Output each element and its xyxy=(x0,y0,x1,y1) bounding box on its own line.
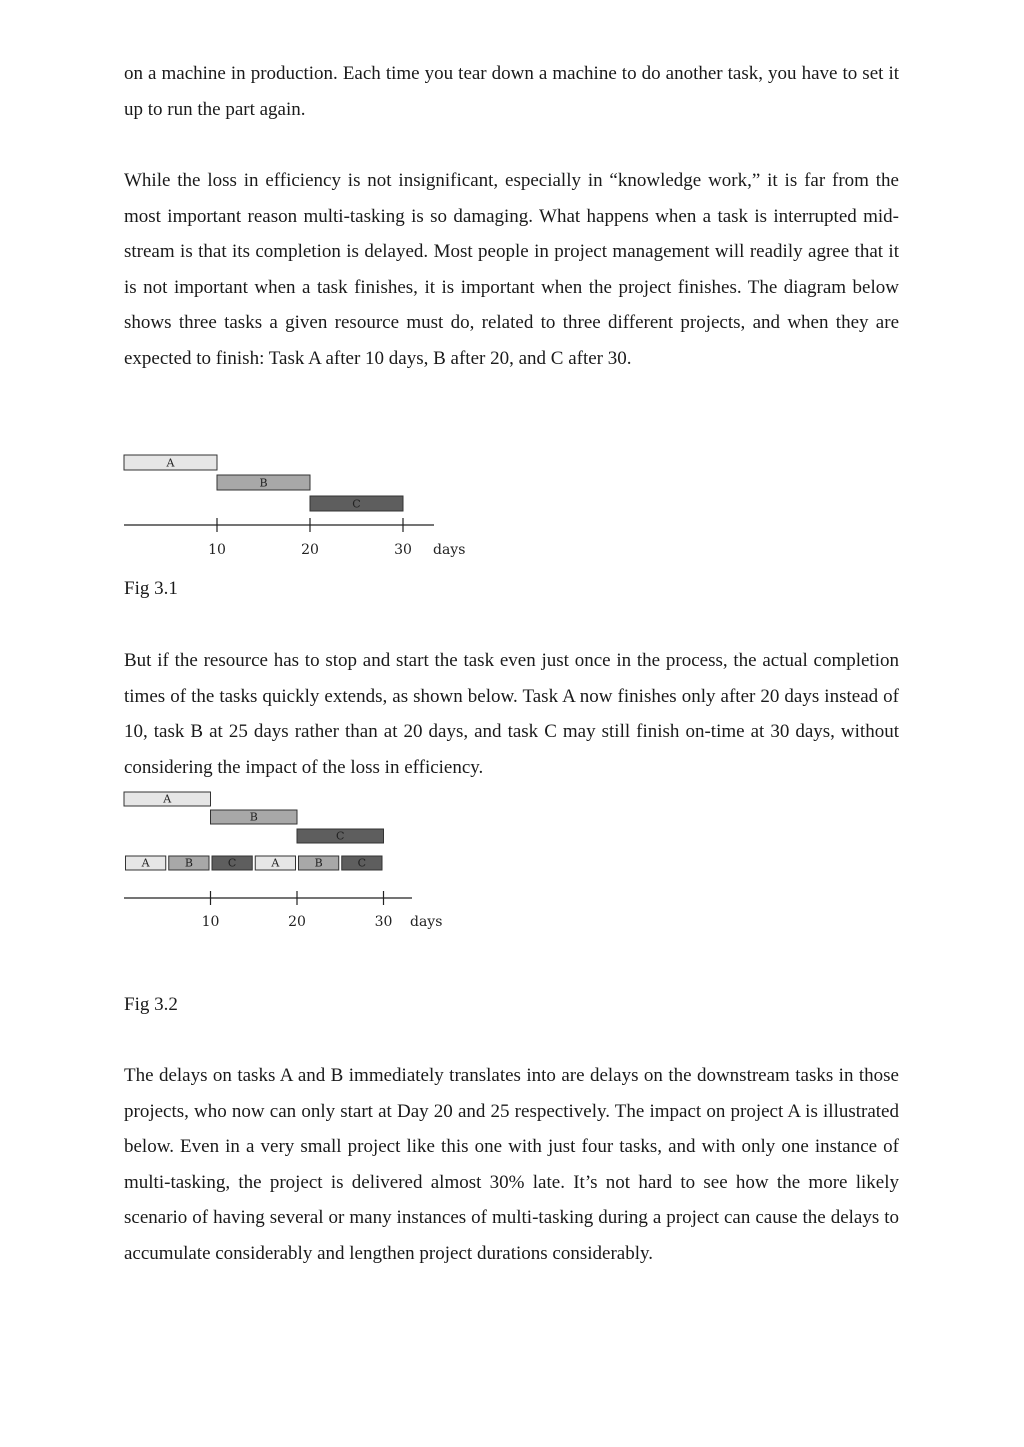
gantt-bar-label: C xyxy=(357,856,367,870)
paragraph-2: While the loss in efficiency is not insignificant, especially in “knowledge work,” it is far from the most important reason multi-tasking is so damaging. What happens when a task is interrupted mid-stream is that its completion is delayed. Most people in project management will readily agree that it is not important when a task finishes, it is important when the project finishes. The diagram below shows three tasks a given resource must do, related to three different projects, and when they are expected to finish: Task A after 10 days, B after 20, and C after 30. xyxy=(124,170,899,369)
axis-unit-label: days xyxy=(433,542,466,558)
gantt-bar-label: B xyxy=(314,856,323,870)
axis-tick-label: 10 xyxy=(201,914,220,930)
gantt-bar-label: B xyxy=(259,476,268,490)
gantt-bar-label: B xyxy=(249,810,258,824)
gantt-bar-label: A xyxy=(271,856,280,870)
axis-tick-label: 20 xyxy=(301,542,319,558)
gantt-bar-label: C xyxy=(352,497,361,511)
gantt-bar-label: A xyxy=(141,856,150,870)
axis-unit-label: days xyxy=(410,914,443,930)
paragraph-4: The delays on tasks A and B immediately translates into are delays on the downstream tasks in those projects, who now can only start at Day 20 and 25 respectively. The impact on project A is illustrated below. Even in a very small project like this one with just four tasks, and with only one instance of multi-tasking, the project is delivered almost 30% late. It’s not hard to see how the more likely scenario of having several or many instances of multi-tasking during a project can cause the delays to accumulate considerably and lengthen project durations considerably. xyxy=(124,1065,899,1264)
gantt-bar-label: A xyxy=(166,456,175,470)
axis-tick-label: 20 xyxy=(288,914,306,930)
axis-tick-label: 30 xyxy=(374,914,393,930)
gantt-bar-label: C xyxy=(336,829,345,843)
gantt-bar-label: A xyxy=(163,792,172,806)
gantt-bar-label: B xyxy=(184,856,193,870)
gantt-bar-label: C xyxy=(227,856,237,870)
paragraph-3: But if the resource has to stop and start the task even just once in the process, the actual completion times of the tasks quickly extends, as shown below. Task A now finishes only after 20 days instead of 10, task B at 25 days rather than at 20 days, and task C may still finish on-time at 30 days, without considering the impact of the loss in efficiency. xyxy=(124,650,899,778)
axis-tick-label: 30 xyxy=(394,542,412,558)
axis-tick-label: 10 xyxy=(208,542,226,558)
figure-caption-3-1: Fig 3.1 xyxy=(124,578,178,599)
figure-caption-3-2: Fig 3.2 xyxy=(124,994,178,1015)
paragraph-1: on a machine in production. Each time you tear down a machine to do another task, you have to set it up to run the part again. xyxy=(124,63,899,120)
